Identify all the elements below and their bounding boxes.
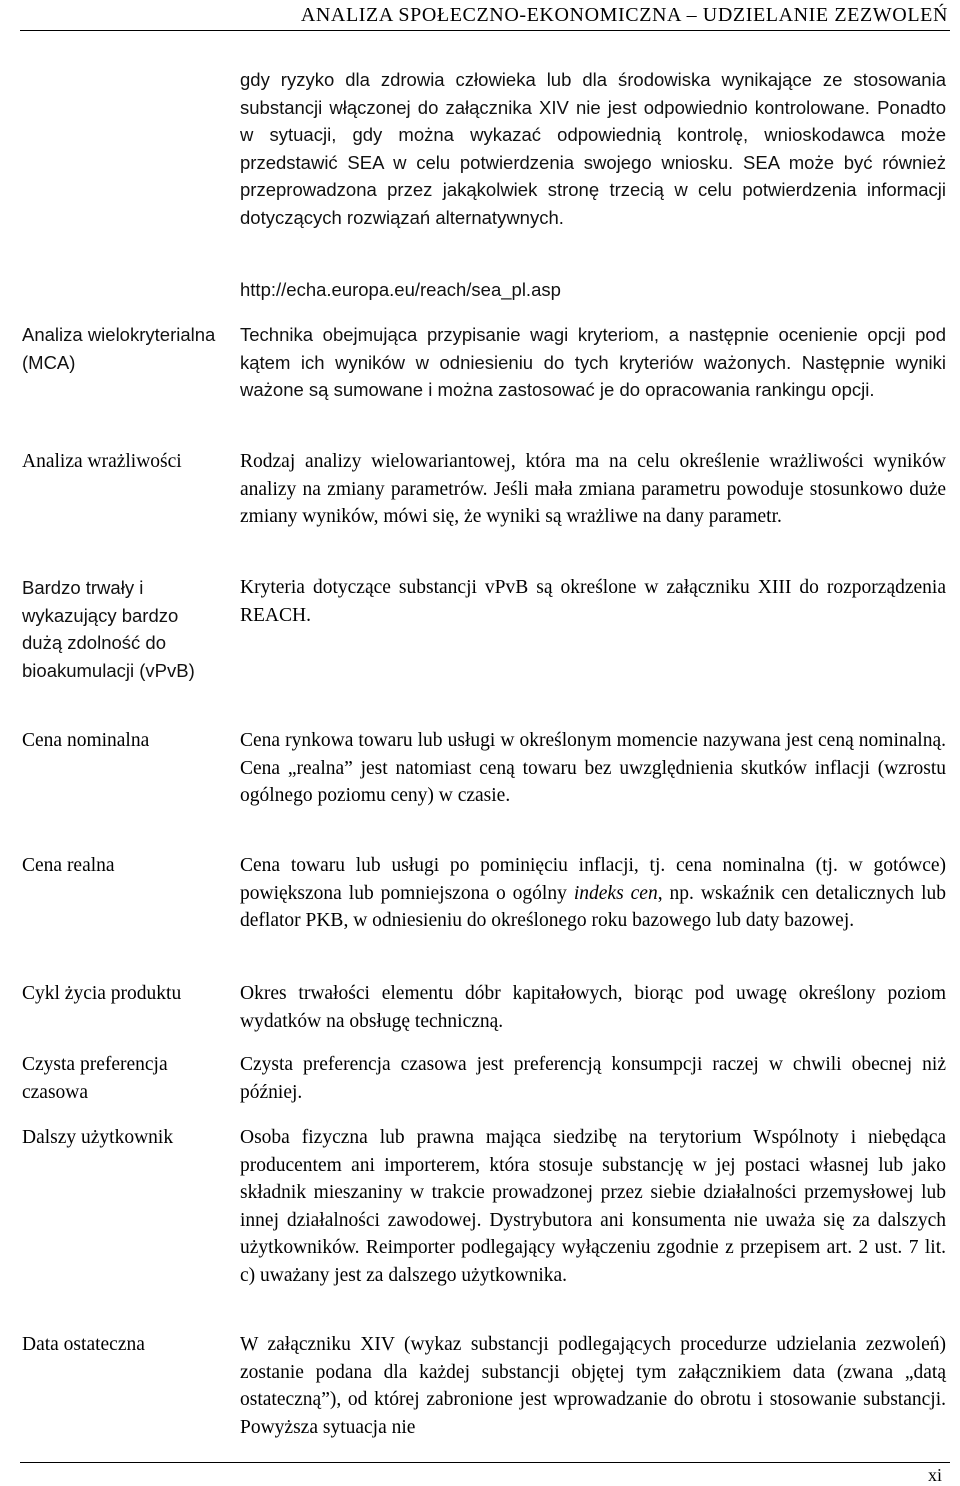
header-title: ANALIZA SPOŁECZNO-EKONOMICZNA – UDZIELANIE ZEZWOLEŃ: [300, 4, 948, 26]
definition-downstream-user: Osoba fizyczna lub prawna mająca siedzibę na terytorium Wspólnoty i niebędąca producentem ani importerem, która stosuje substancję w jej postaci własnej lub jako składnik mieszaniny w trakcie prowadzonej przez siebie działalności przemysłowej lub innej działalności zawodowej. Dystrybutora ani konsumenta nie uważa się za dalszych użytkowników. Reimporter podlegający wyłączeniu zgodnie z przepisem art. 2 ust. 7 lit. c) uważany jest za dalszego użytkownika.: [240, 1127, 946, 1286]
term-product-life-cycle: Cykl życia produktu: [22, 983, 182, 1004]
reference-url: http://echa.europa.eu/reach/sea_pl.asp: [240, 279, 561, 300]
term-sunset-date: Data ostateczna: [22, 1334, 145, 1355]
footer-divider: [20, 1462, 950, 1463]
definition-sunset-date: W załączniku XIV (wykaz substancji podlegających procedurze udzielania zezwoleń) zostanie podana dla każdej substancji objętej tym załącznikiem data (zwana „datą ostateczną”), od której zabronione jest wprowadzanie do obrotu i stosowanie substancji. Powyższa sytuacja nie: [240, 1334, 946, 1438]
definition-nominal-price: Cena rynkowa towaru lub usługi w określonym momencie nazywana jest ceną nominalną. Cena „realna” jest natomiast ceną towaru bez uwzględnienia skutków inflacji (wzrostu ogólnego poziomu ceny) w czasie.: [240, 730, 946, 806]
definition-real-price-a: Cena towaru lub usługi po pominięciu inflacji, tj. cena nominalna (tj. w gotówce) powiększona lub pomniejszona o ogólny: [240, 855, 946, 904]
definition-sensitivity-analysis: Rodzaj analizy wielowariantowej, która ma na celu określenie wrażliwości wyników analizy na zmiany parametrów. Jeśli mała zmiana parametru powoduje stosunkowo duże zmiany wyników, mówi się, że wyniki są wrażliwe na dany parametr.: [240, 451, 946, 527]
continuation-text: gdy ryzyko dla zdrowia człowieka lub dla środowiska wynikające ze stosowania substancji włączonej do załącznika XIV nie jest odpowiednio kontrolowane. Ponadto w sytuacji, gdy można wykazać odpowiednią kontrolę, wnioskodawca może przedstawić SEA w celu potwierdzenia swojego wniosku. SEA może być również przeprowadzona przez jakąkolwiek stronę trzecią w celu potwierdzenia informacji dotyczących rozwiązań alternatywnych.: [240, 69, 946, 228]
definition-real-price: [240, 852, 946, 935]
term-real-price: Cena realna: [22, 855, 115, 876]
term-pure-time-preference: Czysta preferencja czasowa: [22, 1054, 168, 1103]
definition-product-life-cycle: Okres trwałości elementu dóbr kapitałowych, biorąc pod uwagę określony poziom wydatków na obsługę techniczną.: [240, 983, 946, 1032]
term-mca: Analiza wielokryterialna (MCA): [22, 324, 216, 373]
page-header: [20, 4, 950, 31]
term-vpvb: Bardzo trwały i wykazujący bardzo dużą zdolność do bioakumulacji (vPvB): [22, 577, 195, 681]
term-downstream-user: Dalszy użytkownik: [22, 1127, 174, 1148]
page-number: xi: [927, 1465, 942, 1485]
definition-real-price-b: , np. wskaźnik cen detalicznych lub deflator PKB, w odniesieniu do określonego roku bazowego lub daty bazowej.: [240, 882, 946, 931]
term-nominal-price: Cena nominalna: [22, 730, 150, 751]
definition-mca: Technika obejmująca przypisanie wagi kryteriom, a następnie ocenienie opcji pod kątem ich wyników w odniesieniu do tych kryteriów ważonych. Następnie wyniki ważone są sumowane i można zastosować je do opracowania rankingu opcji.: [240, 324, 946, 400]
definition-real-price-emphasis: indeks cen: [573, 882, 658, 904]
term-sensitivity-analysis: Analiza wrażliwości: [22, 451, 182, 472]
definition-pure-time-preference: Czysta preferencja czasowa jest preferencją konsumpcji raczej w chwili obecnej niż później.: [240, 1054, 946, 1103]
definition-vpvb: Kryteria dotyczące substancji vPvB są określone w załączniku XIII do rozporządzenia REACH.: [240, 577, 946, 626]
